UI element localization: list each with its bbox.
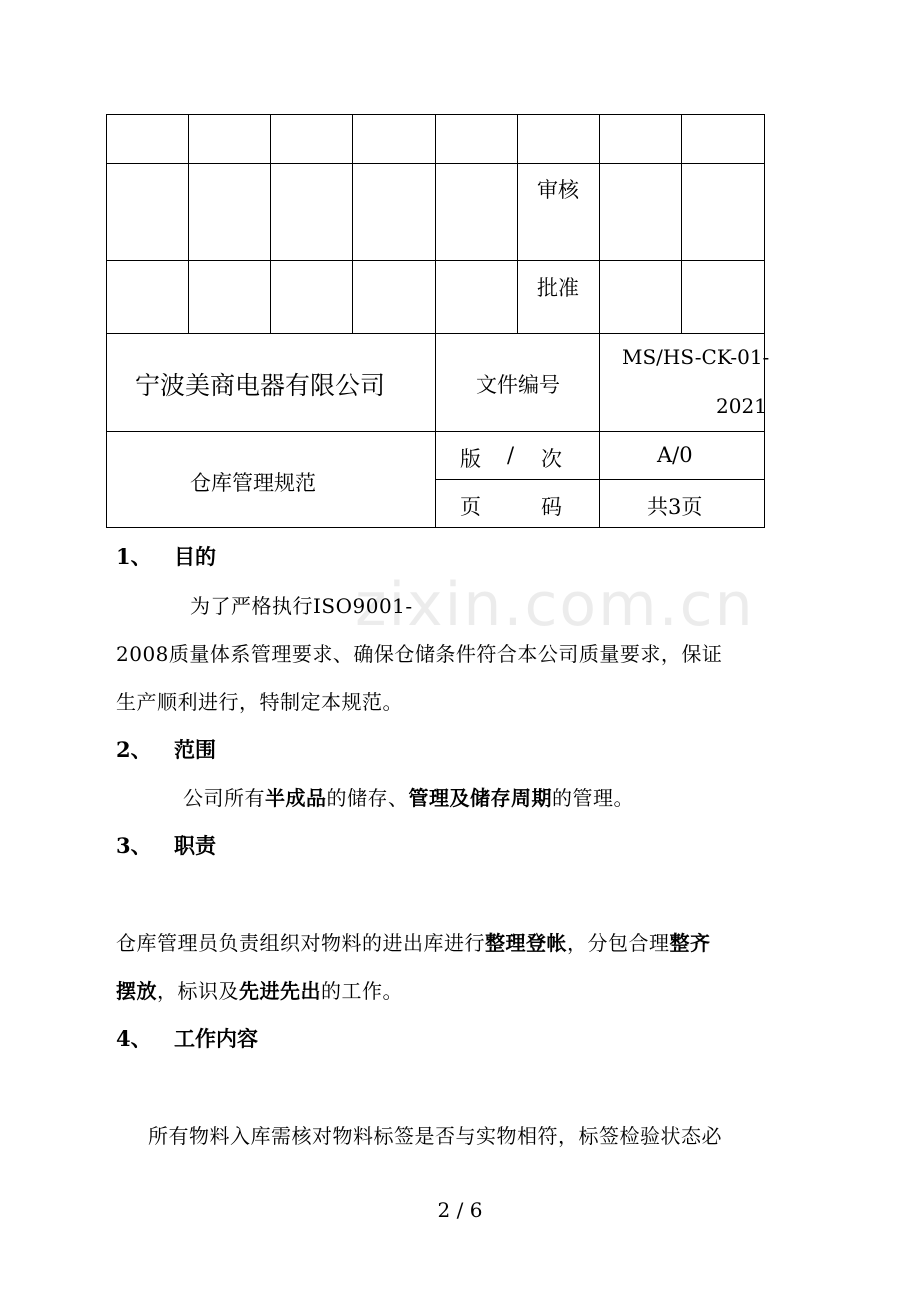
review-label: 审核 <box>537 178 579 202</box>
approve-label: 批准 <box>537 276 579 300</box>
section-1-line-2: 2008质量体系管理要求、确保仓储条件符合本公司质量要求，保证 <box>116 642 723 666</box>
version-value: A/0 <box>657 443 693 467</box>
page-indicator: 2 / 6 <box>437 1198 483 1222</box>
watermark: zixin.com.cn <box>355 570 755 640</box>
section-4-heading <box>116 1023 258 1053</box>
section-3-line-2 <box>116 975 403 1004</box>
scope-text-e: 的管理。 <box>552 786 634 810</box>
doc-number-line2: 2021 <box>716 394 767 418</box>
duty-text-h: 的工作。 <box>321 979 403 1003</box>
duty-text-a: 仓库管理员负责组织对物料的进出库进行 <box>116 931 485 955</box>
company-name: 宁波美商电器有限公司 <box>135 371 386 400</box>
duty-text-c: ，分包合理 <box>567 931 670 955</box>
section-4-title: 工作内容 <box>174 1026 258 1051</box>
section-2-heading <box>116 734 216 764</box>
duty-text-g: 先进先出 <box>239 979 321 1003</box>
duty-text-e: 摆放 <box>116 979 157 1003</box>
section-2-number: 2、 <box>116 737 152 762</box>
doc-number-line1: MS/HS-CK-01- <box>622 345 770 369</box>
section-1-line-3: 生产顺利进行，特制定本规范。 <box>116 690 403 714</box>
section-1-title: 目的 <box>174 544 216 569</box>
section-4-number: 4、 <box>116 1026 152 1051</box>
duty-text-d: 整齐 <box>669 931 711 955</box>
duty-text-b: 整理登帐 <box>485 931 567 955</box>
scope-text-d: 管理及储存周期 <box>408 786 552 810</box>
page-count-value: 共3页 <box>647 495 703 519</box>
scope-text-c: 的储存、 <box>326 786 409 810</box>
section-1-number: 1、 <box>116 544 152 569</box>
section-2-paragraph <box>183 782 634 811</box>
doc-number-label: 文件编号 <box>476 373 560 397</box>
section-2-title: 范围 <box>174 737 216 762</box>
scope-text-a: 公司所有 <box>183 786 265 810</box>
section-3-heading <box>116 830 216 860</box>
page-label-a: 页 <box>460 495 481 519</box>
section-3-number: 3、 <box>116 833 152 858</box>
scope-text-b: 半成品 <box>265 786 327 810</box>
version-label-a: 版 <box>460 447 481 471</box>
section-1-heading <box>116 541 216 571</box>
section-3-line-1 <box>116 927 711 956</box>
duty-text-f: ，标识及 <box>157 979 239 1003</box>
version-label-sep: / <box>507 443 515 467</box>
section-3-title: 职责 <box>174 833 216 858</box>
page-label-b: 码 <box>541 495 562 519</box>
version-label-b: 次 <box>541 447 562 471</box>
doc-title: 仓库管理规范 <box>190 471 316 495</box>
section-1-line-1: 为了严格执行ISO9001- <box>190 594 413 618</box>
section-4-line-1: 所有物料入库需核对物料标签是否与实物相符，标签检验状态必 <box>148 1124 722 1148</box>
